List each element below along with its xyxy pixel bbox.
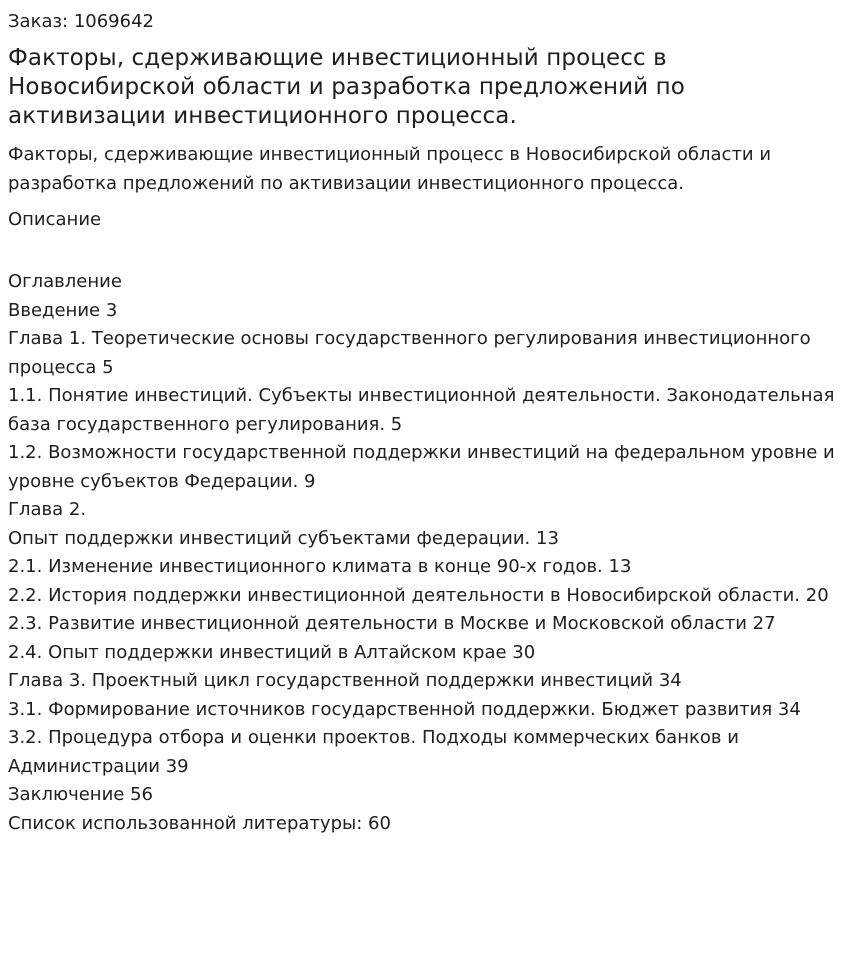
toc-item: 1.1. Понятие инвестиций. Субъекты инвестиционной деятельности. Законодательная база государственного регулирования. 5 — [8, 385, 835, 435]
description-label: Описание — [8, 209, 102, 230]
toc-item: 2.2. История поддержки инвестиционной деятельности в Новосибирской области. 20 — [8, 584, 829, 606]
toc-item: Оглавление — [8, 271, 122, 292]
document-title: Факторы, сдерживающие инвестиционный процесс в Новосибирской области и разработка предложений по активизации инвестиционного процесса. — [8, 45, 685, 129]
toc-item: Опыт поддержки инвестиций субъектами федерации. 13 — [8, 527, 559, 549]
toc-item: Заключение 56 — [8, 784, 153, 805]
table-of-contents — [8, 268, 839, 838]
order-number: Заказ: 1069642 — [8, 11, 154, 32]
toc-item: Список использованной литературы: 60 — [8, 812, 391, 834]
toc-item: 2.4. Опыт поддержки инвестиций в Алтайском крае 30 — [8, 641, 536, 663]
document-lead: Факторы, сдерживающие инвестиционный процесс в Новосибирской области и разработка предложений по активизации инвестиционного процесса. — [8, 144, 772, 194]
toc-item: 2.1. Изменение инвестиционного климата в конце 90-х годов. 13 — [8, 556, 632, 577]
toc-item: Введение 3 — [8, 299, 118, 321]
toc-item: Глава 3. Проектный цикл государственной поддержки инвестиций 34 — [8, 670, 682, 691]
toc-item: 1.2. Возможности государственной поддержки инвестиций на федеральном уровне и уровне субъектов Федерации. 9 — [8, 442, 835, 492]
toc-item: 2.3. Развитие инвестиционной деятельности в Москве и Московской области 27 — [8, 613, 776, 634]
toc-item: 3.1. Формирование источников государственной поддержки. Бюджет развития 34 — [8, 698, 801, 720]
toc-item: 3.2. Процедура отбора и оценки проектов. Подходы коммерческих банков и Администрации 39 — [8, 727, 739, 777]
toc-item: Глава 2. — [8, 499, 87, 520]
toc-item: Глава 1. Теоретические основы государственного регулирования инвестиционного процесса 5 — [8, 328, 811, 378]
